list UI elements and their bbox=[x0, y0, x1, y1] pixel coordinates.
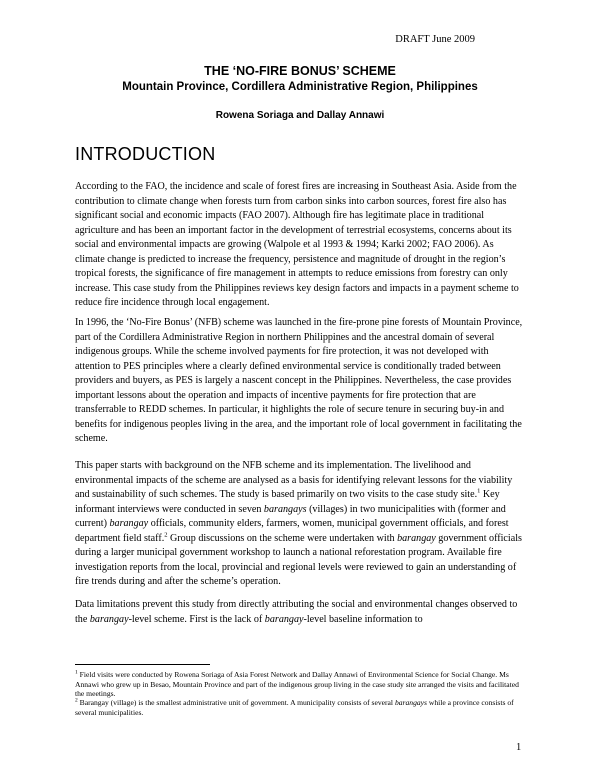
paragraph-text: This paper starts with background on the NFB scheme and its implementation. The livelihood and environmental impacts of the scheme are analysed as a basis for identifying relevant lessons for the viability and sustainability of such schemes. The study is based primarily on two visits to the case study site. bbox=[75, 460, 513, 500]
footnote-1 bbox=[75, 670, 530, 699]
italic-term: barangay bbox=[89, 613, 129, 625]
paragraph-text: Group discussions on the scheme were undertaken with bbox=[167, 532, 398, 544]
footnote-text: while a province consists of several municipalities. bbox=[75, 698, 514, 717]
italic-term: barangays bbox=[263, 503, 307, 515]
paragraph-text: government officials during a larger municipal government workshop to launch a national reforestation program. Available fire investigation reports from the local, provincial and regional levels were reviewed to gain an understanding of fire trends during and after the scheme’s operation. bbox=[75, 532, 522, 587]
paragraph-text: -level scheme. First is the lack of bbox=[128, 613, 265, 625]
footnote-separator bbox=[75, 664, 210, 665]
footnote-ref-2: 2 bbox=[164, 531, 168, 539]
paragraph-text: officials, community elders, farmers, women, municipal government officials, and forest department field staff. bbox=[75, 518, 509, 544]
document-subtitle: Mountain Province, Cordillera Administrative Region, Philippines bbox=[122, 81, 478, 93]
footnote-number: 1 bbox=[75, 669, 78, 676]
footnote-text: Field visits were conducted by Rowena Soriaga of Asia Forest Network and Dallay Annawi of Environmental Science for Social Change. Ms Annawi who grew up in Besao, Mountain Province and part of the indigenous group living in the case study site arranged the visits and facilitated the meetings. bbox=[75, 670, 519, 699]
footnote-ref-1: 1 bbox=[477, 487, 481, 495]
footnote-text: Barangay (village) is the smallest administrative unit of government. A municipality consists of several bbox=[77, 698, 395, 707]
paragraph-text: (villages) in two municipalities with (former and current) bbox=[75, 503, 506, 529]
intro-paragraph-2: In 1996, the ‘No-Fire Bonus’ (NFB) scheme was launched in the fire-prone pine forests of Mountain Province, part of the Cordillera Administrative Region in northern Philippines and the ancestral domain of several indigenous groups. While the scheme involved payments for fire protection, it was not developed with attention to PES principles where a clearly defined environmental service is conditionally traded between providers and buyers, as PES is largely a nascent concept in the Philippines. Nevertheless, the case provides important lessons about the operation and impacts of incentive payments for fire protection that are transferrable to REDD schemes. In particular, it highlights the role of secure tenure in securing buy-in and benefits for indigenous peoples living in the area, and the important role of local government in facilitating the scheme. bbox=[75, 317, 523, 444]
section-heading-introduction: INTRODUCTION bbox=[75, 144, 216, 164]
paragraph-text: -level baseline information to bbox=[303, 613, 423, 625]
italic-term: barangay bbox=[109, 518, 149, 529]
paragraph-text: Key informant interviews were conducted in seven bbox=[75, 489, 500, 515]
document-authors: Rowena Soriaga and Dallay Annawi bbox=[215, 110, 385, 121]
draft-date-header: DRAFT June 2009 bbox=[395, 34, 475, 45]
intro-paragraph-1: According to the FAO, the incidence and scale of forest fires are increasing in Southeast Asia. Aside from the contribution to climate change when forests turn from carbon sinks into carbon sources, forest fire also has significant social and economic impacts (FAO 2007). Although fire has legitimate place in traditional agriculture and has been an important factor in the development of terrestrial ecosystems, concerns about its social and environmental impacts are growing (Walpole et al 1993 & 1994; Karki 2002; FAO 2006). As climate change is predicted to increase the frequency, persistence and magnitude of drought in the region’s tropical forests, the significance of fire management in attempts to reduce emissions from forestry can only increase. This case study from the Philippines reviews key design factors and impacts in a payment scheme to reduce fire incidence through local engagement. bbox=[75, 181, 519, 308]
page-number: 1 bbox=[516, 742, 522, 753]
paragraph-text: Data limitations prevent this study from directly attributing the social and environmental changes observed to the bbox=[75, 599, 518, 625]
document-title: THE ‘NO-FIRE BONUS’ SCHEME bbox=[204, 64, 396, 78]
intro-paragraph-4 bbox=[75, 598, 525, 627]
footnote-number: 2 bbox=[75, 697, 78, 704]
italic-term: barangay bbox=[264, 613, 304, 625]
footnote-2 bbox=[75, 698, 530, 717]
intro-paragraph-3 bbox=[75, 459, 525, 590]
italic-term: barangay bbox=[397, 532, 436, 544]
italic-term: barangays bbox=[394, 698, 427, 707]
